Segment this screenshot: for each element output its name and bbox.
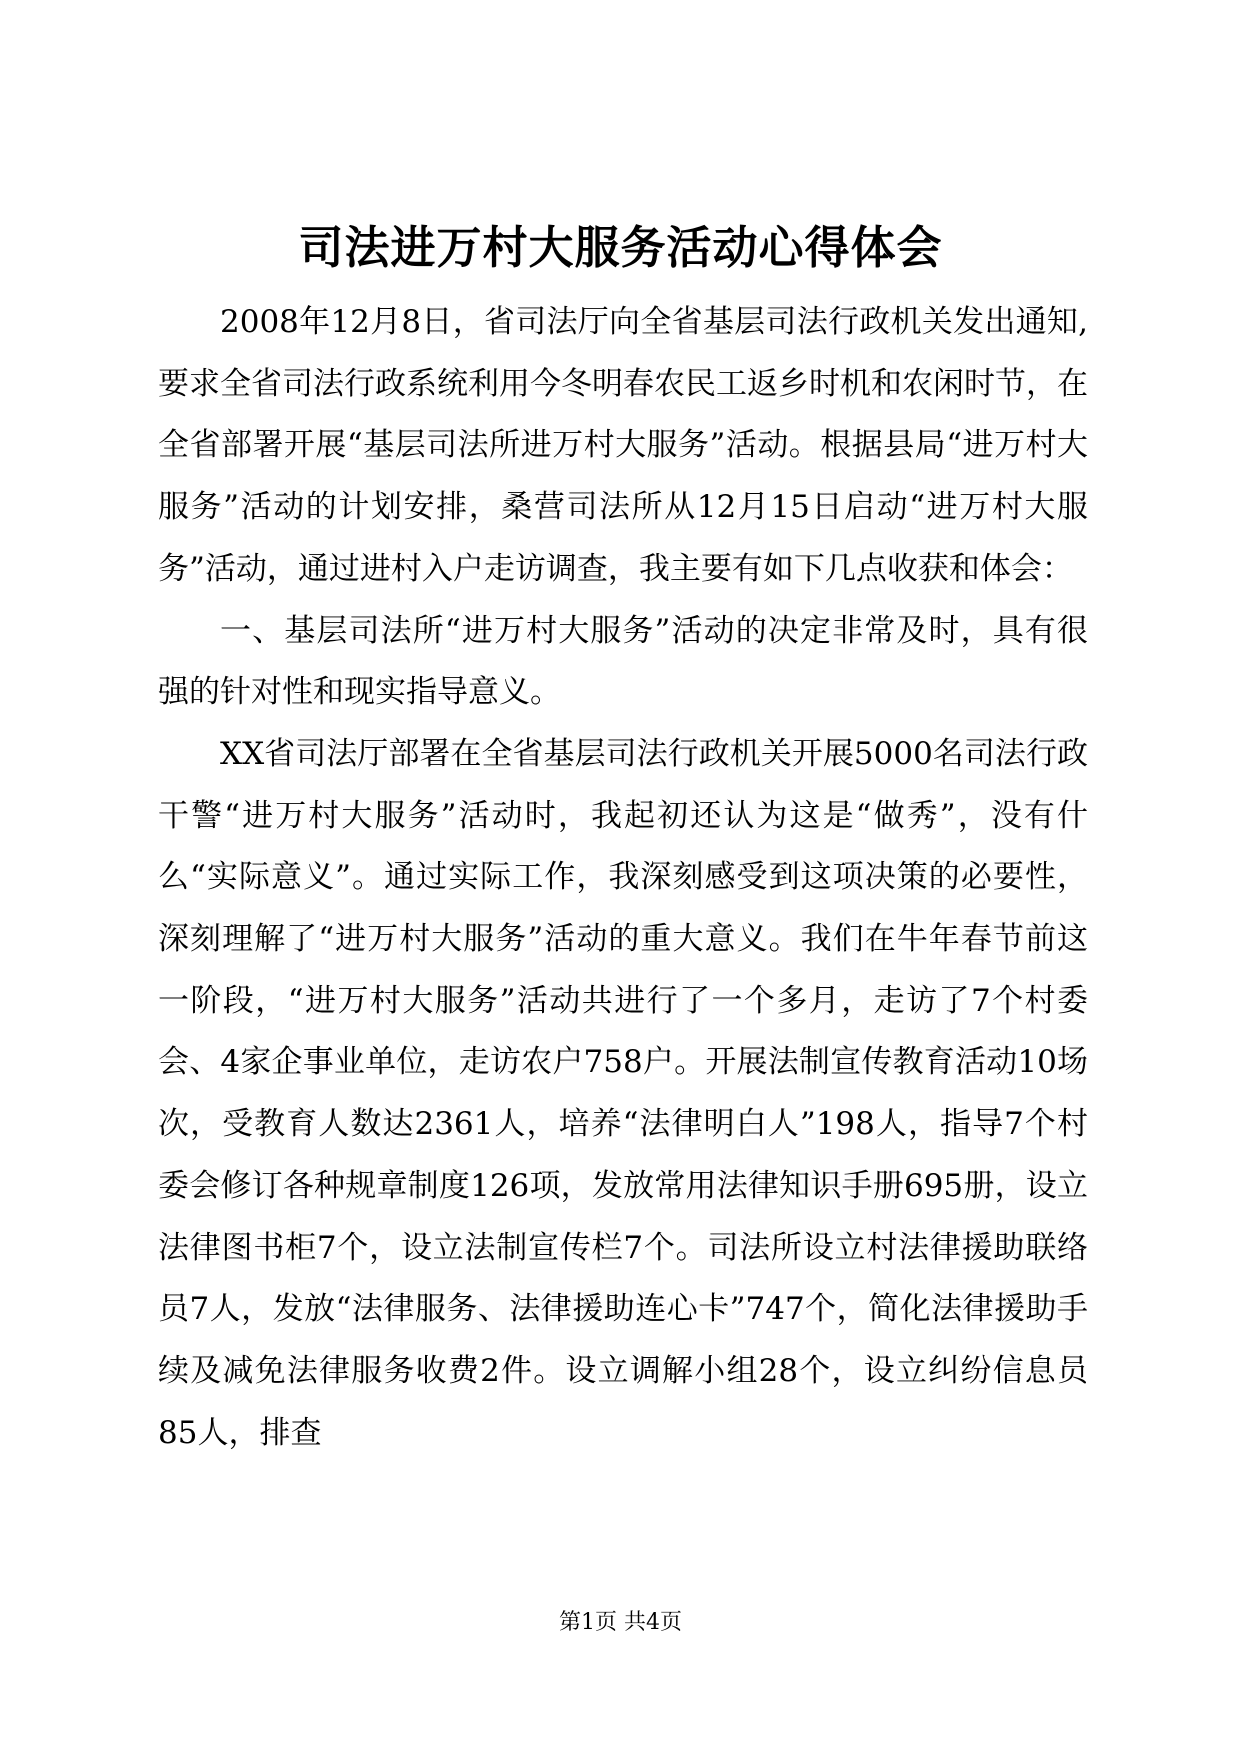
paragraph-heading-one: 一、基层司法所“进万村大服务”活动的决定非常及时，具有很强的针对性和现实指导意义。 xyxy=(158,612,1088,711)
paragraph-details: XX省司法厅部署在全省基层司法行政机关开展5000名司法行政干警“进万村大服务”活动时，我起初还认为这是“做秀”，没有什么“实际意义”。通过实际工作，我深刻感受到这项决策的必要性，深刻理解了“进万村大服务”活动的重大意义。我们在牛年春节前这一阶段，“进万村大服务”活动共进行了一个多月，走访了7个村委会、4家企事业单位，走访农户758户。开展法制宣传教育活动10场次，受教育人数达2361人，培养“法律明白人”198人，指导7个村委会修订各种规章制度126项，发放常用法律知识手册695册，设立法律图书柜7个，设立法制宣传栏7个。司法所设立村法律援助联络员7人，发放“法律服务、法律援助连心卡”747个，简化法律援助手续及减免法律服务收费2件。设立调解小组28个，设立纠纷信息员85人，排查 xyxy=(158,735,1088,1451)
document-body xyxy=(158,292,1088,1464)
paragraph-intro: 2008年12月8日，省司法厅向全省基层司法行政机关发出通知,要求全省司法行政系统利用今冬明春农民工返乡时机和农闲时节，在全省部署开展“基层司法所进万村大服务”活动。根据县局“进万村大服务”活动的计划安排，桑营司法所从12月15日启动“进万村大服务”活动，通过进村入户走访调查，我主要有如下几点收获和体会： xyxy=(158,304,1088,587)
document-title: 司法进万村大服务活动心得体会 xyxy=(298,221,943,274)
page-number-footer: 第1页 共4页 xyxy=(559,1610,682,1635)
